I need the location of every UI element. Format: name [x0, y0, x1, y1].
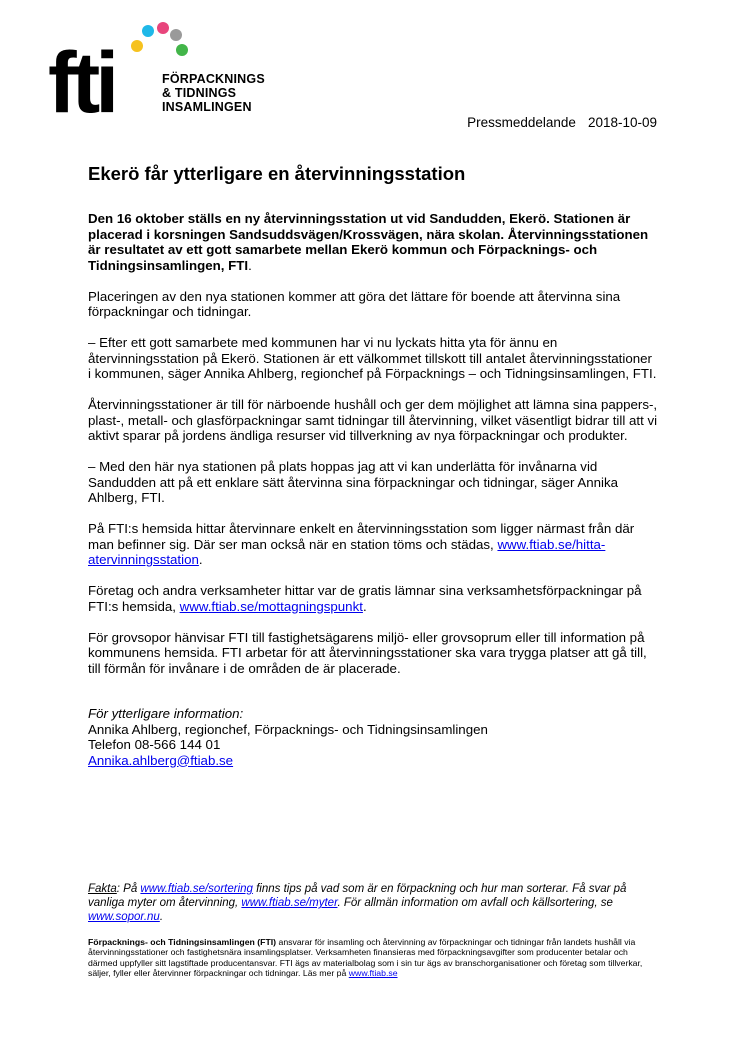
hitta-link[interactable]: www.ftiab.se/hitta-atervinningsstation — [88, 536, 606, 567]
doc-type: Pressmeddelande — [467, 115, 576, 130]
ftiab-link[interactable]: www.ftiab.se — [348, 967, 398, 978]
about-org: Förpacknings- och Tidningsinsamlingen (FTI) — [88, 937, 277, 947]
sortering-link[interactable]: www.ftiab.se/sortering — [140, 883, 253, 895]
foretag-end: . — [362, 598, 367, 614]
facts-note — [88, 882, 658, 924]
lead-text: Den 16 oktober ställs en ny återvinningsstation ut vid Sandudden, Ekerö. Stationen är placerad i korsningen Sandsuddsvägen/Krossvägen, nära skolan. Återvinningsstationen är resultatet av ett gott samarbete mellan Ekerö kommun och Förpacknings- och Tidningsinsamlingen, FTI — [88, 211, 649, 273]
paragraph-3: Återvinningsstationer är till för närboende hushåll och ger dem möjlighet att lämna sina pappers-, plast-, metall- och glasförpackningar samt tidningar till återvinning, vilket väsentligt bidrar till att vi aktivt sparar på jordens ändliga resurser vid tillverkning av nya förpackningar och produkter. — [88, 397, 658, 443]
about-fti — [88, 937, 658, 978]
paragraph-foretag — [88, 583, 658, 614]
logo-wordmark: fti — [48, 35, 115, 131]
hitta-text: På FTI:s hemsida hittar återvinnare enkelt en återvinningsstation som ligger närmast från där man befinner sig. Där ser man också när en station töms och städas, — [88, 521, 635, 552]
logo-line-2: & TIDNINGS — [162, 86, 237, 100]
page-title: Ekerö får ytterligare en återvinningsstation — [88, 163, 466, 184]
document-header — [455, 115, 657, 130]
logo-dot-yellow — [131, 40, 143, 52]
contact-label: För ytterligare information: — [88, 706, 244, 721]
logo-line-1: FÖRPACKNINGS — [162, 72, 265, 86]
myter-link[interactable]: www.ftiab.se/myter — [241, 897, 338, 909]
hitta-end: . — [198, 552, 203, 567]
paragraph-2: – Efter ett gott samarbete med kommunen har vi nu lyckats hitta yta för ännu en återvinningsstation på Ekerö. Stationen är ett välkommet tillskott till antalet återvinningsstationer i kommunen, säger Annika Ahlberg, regionchef på Förpacknings – och Tidningsinsamlingen, FTI. — [88, 335, 657, 381]
contact-email-link[interactable]: Annika.ahlberg@ftiab.se — [88, 752, 234, 768]
logo-dot-pink — [157, 22, 169, 34]
sopor-link[interactable]: www.sopor.nu — [88, 911, 160, 923]
mottagningspunkt-link[interactable]: www.ftiab.se/mottagningspunkt — [179, 598, 363, 614]
logo-dot-grey — [170, 29, 182, 41]
facts-text-2: finns tips på vad som är en förpackning och hur man sorterar. Få svar på vanliga myter om återvinning, — [88, 883, 627, 909]
paragraph-hitta — [88, 521, 658, 568]
paragraph-grovsopor: För grovsopor hänvisar FTI till fastighetsägarens miljö- eller grovsoprum eller till information på kommunens hemsida. FTI arbetar för att återvinningsstationer ska vara trygga platser att gå till, till förmån för invånare i de områden de är placerade. — [88, 629, 647, 676]
press-release-body — [88, 211, 658, 768]
facts-label: Fakta — [88, 883, 117, 895]
about-text: ansvarar för insamling och återvinning av förpackningar och tidningar från landets hushåll via återvinningsstationer och fastighetsnära insamlingsplatser. Verksamheten finansieras med förpackningsavgifter som producenter betalar och därmed uppfyller sitt lagstiftade producentansvar. FTI ägs av materialbolag som i sin tur ägs av branschorganisationer och företag som tillverkar, säljer, fyller eller återvinner förpackningar och tidningar. Läs mer på — [88, 937, 643, 978]
paragraph-1: Placeringen av den nya stationen kommer att göra det lättare för boende att återvinna sina förpackningar och tidningar. — [88, 288, 621, 319]
contact-block — [88, 706, 658, 768]
contact-name: Annika Ahlberg, regionchef, Förpacknings- och Tidningsinsamlingen — [88, 721, 488, 737]
paragraph-4: – Med den här nya stationen på plats hoppas jag att vi kan underlätta för invånarna vid Sandudden att på ett enklare sätt återvinna sina förpackningar och tidningar, säger Annika Ahlberg, FTI. — [88, 459, 619, 505]
lead-paragraph — [88, 211, 658, 273]
lead-end: . — [248, 257, 252, 273]
logo-dot-blue — [142, 25, 154, 37]
facts-text-3: . För allmän information om avfall och källsortering, se — [337, 897, 613, 909]
doc-date: 2018-10-09 — [587, 115, 657, 130]
logo-dot-green — [176, 44, 188, 56]
facts-text-1: : På — [116, 883, 141, 895]
foretag-text: Företag och andra verksamheter hittar var de gratis lämnar sina verksamhetsförpackningar på FTI:s hemsida, — [88, 583, 642, 614]
logo-line-3: INSAMLINGEN — [162, 100, 252, 114]
logo-subtitle — [162, 72, 265, 114]
fti-logo — [48, 22, 288, 131]
facts-text-4: . — [159, 911, 164, 923]
contact-phone: Telefon 08-566 144 01 — [88, 737, 221, 752]
